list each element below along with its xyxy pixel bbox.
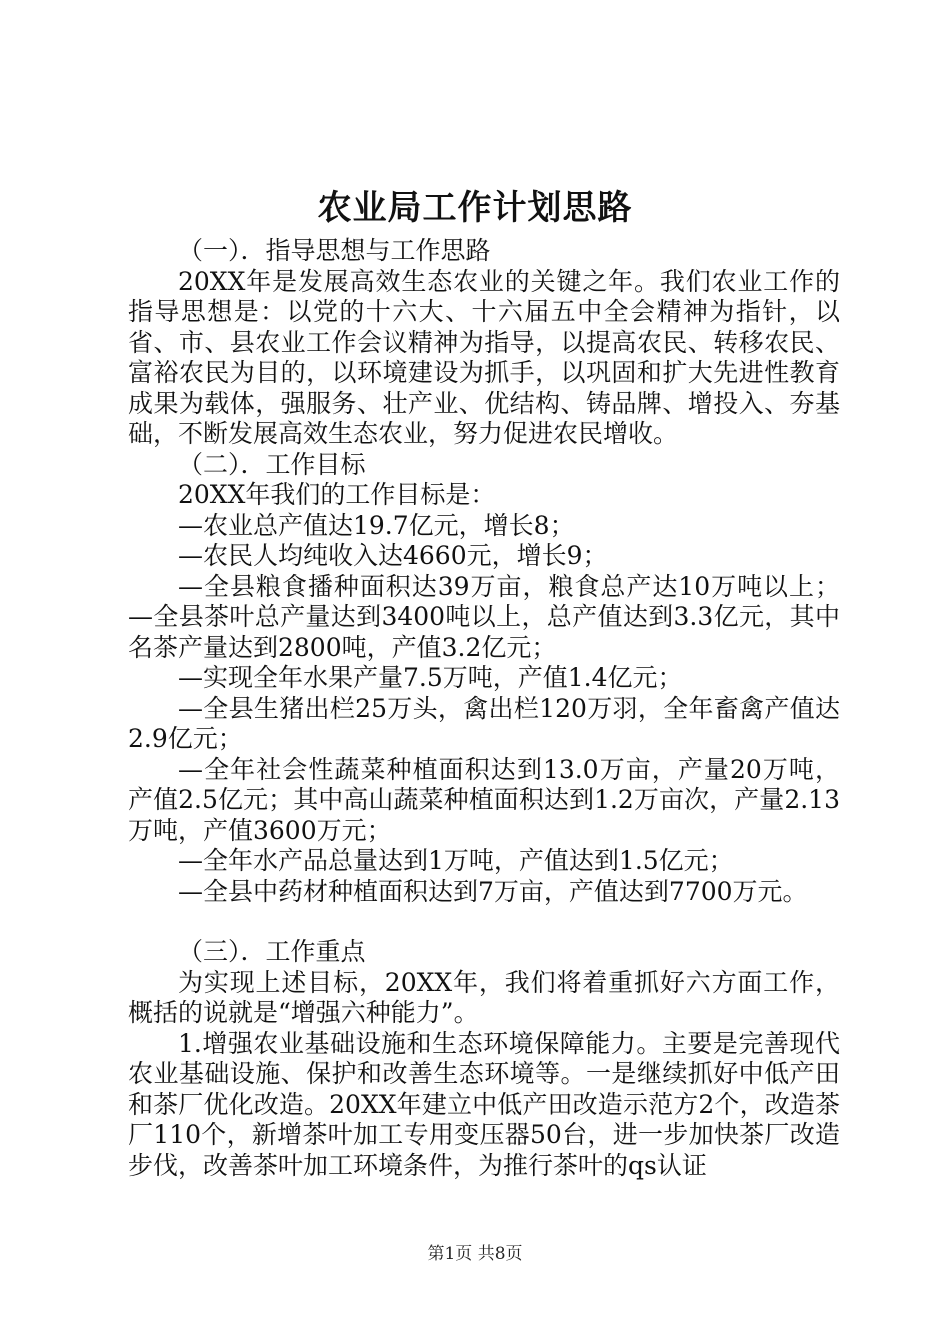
paragraph-guiding-thought: 20XX年是发展高效生态农业的关键之年。我们农业工作的指导思想是：以党的十六大、十六届五中全会精神为指针，以省、市、县农业工作会议精神为指导，以提高农民、转移农民、富裕农民为目的，以环境建设为抓手，以巩固和扩大先进性教育成果为载体，强服务、壮产业、优结构、铸品牌、增投入、夯基础，不断发展高效生态农业，努力促进农民增收。: [128, 266, 840, 448]
section-heading-2: （二）．工作目标: [178, 449, 366, 479]
document-title: 农业局工作计划思路: [317, 188, 633, 228]
goal-item-output-value: —农业总产值达19.7亿元，增长8；: [178, 510, 575, 540]
goal-item-vegetables: —全年社会性蔬菜种植面积达到13.0万亩，产量20万吨，产值2.5亿元；其中高山蔬菜种植面积达到1.2万亩次，产量2.13万吨，产值3600万元；: [128, 754, 840, 845]
section-heading-1: （一）．指导思想与工作思路: [178, 236, 491, 265]
paragraph-key-work-1: 1.增强农业基础设施和生态环境保障能力。主要是完善现代农业基础设施、保护和改善生态环境等。一是继续抓好中低产田和茶厂优化改造。20XX年建立中低产田改造示范方2个，改造茶厂110个，新增茶叶加工专用变压器50台，进一步加快茶厂改造步伐，改善茶叶加工环境条件，为推行茶叶的qs认证: [128, 1028, 840, 1180]
section-heading-3: （三）．工作重点: [178, 937, 366, 966]
page-footer: 第1页 共8页: [427, 1244, 523, 1264]
paragraph-key-work-intro: 为实现上述目标，20XX年，我们将着重抓好六方面工作，概括的说就是“增强六种能力”。: [128, 967, 840, 1027]
goal-item-grain-tea: —全县粮食播种面积达39万亩，粮食总产达10万吨以上；—全县茶叶总产量达到3400吨以上，总产值达到3.3亿元，其中名茶产量达到2800吨，产值3.2亿元；: [128, 571, 840, 662]
goal-item-farmer-income: —农民人均纯收入达4660元，增长9；: [178, 541, 608, 570]
blank-line: [128, 907, 840, 937]
goal-item-aquatic: —全年水产品总量达到1万吨，产值达到1.5亿元；: [178, 846, 734, 875]
goal-item-herbs: —全县中药材种植面积达到7万亩，产值达到7700万元。: [178, 876, 808, 906]
document-body: [128, 236, 840, 1181]
goal-item-livestock: —全县生猪出栏25万头，禽出栏120万羽，全年畜禽产值达2.9亿元；: [128, 693, 840, 753]
goal-item-fruit: —实现全年水果产量7.5万吨，产值1.4亿元；: [178, 663, 683, 692]
paragraph-goals-intro: 20XX年我们的工作目标是：: [178, 480, 496, 509]
